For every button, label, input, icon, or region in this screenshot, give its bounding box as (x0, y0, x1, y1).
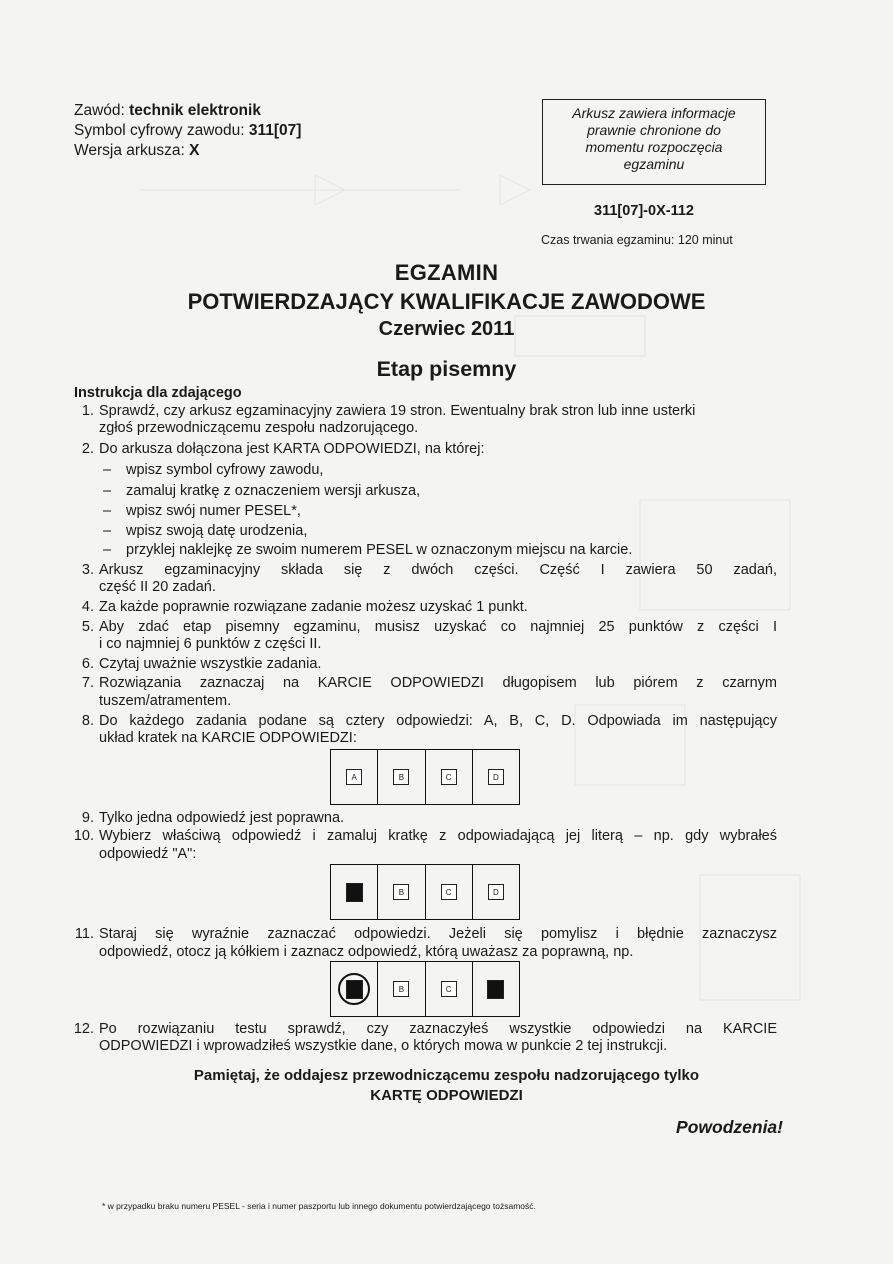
item-number: 6. (81, 656, 94, 672)
answer-cell-c (426, 750, 473, 804)
title-line-4: Etap pisemny (376, 357, 517, 381)
occupation-label: Zawód: (74, 102, 130, 119)
symbol-line (74, 121, 301, 141)
answer-cell-a (331, 865, 378, 919)
item-number: 8. (81, 713, 94, 729)
item-number: 3. (81, 562, 94, 578)
answer-box-a: A (346, 769, 362, 785)
occupation-line (74, 101, 301, 121)
item-number: 11. (74, 926, 94, 942)
answer-cell-a (331, 750, 378, 804)
answer-cell-b (378, 962, 425, 1016)
instructions-title: Instrukcja dla zdającego (74, 385, 242, 401)
confidential-notice-box (542, 99, 766, 185)
answer-grid-example-empty (330, 749, 520, 805)
bullet-3: wpisz swój numer PESEL*, (126, 503, 301, 519)
item-11-line-2: odpowiedź, otocz ją kółkiem i zaznacz odpowiedź, którą uważasz za poprawną, np. (99, 944, 634, 960)
title-line-1: EGZAMIN (394, 260, 499, 285)
version-label: Wersja arkusza: (74, 142, 190, 159)
item-number: 1. (81, 403, 94, 419)
answer-box-a-filled: A (346, 980, 363, 999)
item-number: 10. (73, 828, 94, 844)
answer-cell-b (378, 750, 425, 804)
item-1-line-2: zgłoś przewodniczącemu zespołu nadzorującego. (99, 420, 419, 436)
answer-cell-b (378, 865, 425, 919)
item-11-line-1: Staraj się wyraźnie zaznaczać odpowiedzi. Jeżeli się pomylisz i błędnie zaznaczysz (99, 926, 777, 942)
item-1-line-1: Sprawdź, czy arkusz egzaminacyjny zawiera 19 stron. Ewentualny brak stron lub inne usterki (99, 403, 696, 419)
bullet-5: przyklej naklejkę ze swoim numerem PESEL w oznaczonym miejscu na karcie. (126, 542, 633, 558)
exam-duration: Czas trwania egzaminu: 120 minut (541, 233, 733, 247)
reminder-line-2: KARTĘ ODPOWIEDZI (370, 1087, 523, 1104)
item-number: 7. (81, 675, 94, 691)
answer-cell-d (473, 865, 519, 919)
item-10-line-1: Wybierz właściwą odpowiedź i zamaluj kratkę z odpowiadającą jej literą – np. gdy wybrałeś (99, 828, 777, 844)
item-7-line-1: Rozwiązania zaznaczaj na KARCIE ODPOWIEDZI długopisem lub piórem z czarnym (99, 675, 777, 691)
answer-box-d: D (488, 769, 504, 785)
item-3-line-2: część II 20 zadań. (99, 579, 216, 595)
answer-box-c: C (441, 981, 457, 997)
exam-header-info (74, 101, 301, 161)
item-10-line-2: odpowiedź "A": (99, 846, 197, 862)
answer-cell-d (473, 750, 519, 804)
item-3-line-1: Arkusz egzaminacyjny składa się z dwóch części. Część I zawiera 50 zadań, (99, 562, 777, 578)
item-5-line-1: Aby zdać etap pisemny egzaminu, musisz uzyskać co najmniej 25 punktów z części I (99, 619, 777, 635)
symbol-value: 311[07] (248, 122, 302, 139)
item-12-line-2: ODPOWIEDZI i wprowadziłeś wszystkie dane, o których mowa w punkcie 2 tej instrukcji. (99, 1038, 668, 1054)
answer-grid-example-marked (330, 864, 520, 920)
reminder-line-1: Pamiętaj, że oddajesz przewodniczącemu zespołu nadzorującego tylko (193, 1067, 700, 1084)
version-line (74, 141, 301, 161)
answer-box-b: B (393, 981, 409, 997)
title-line-2: POTWIERDZAJĄCY KWALIFIKACJE ZAWODOWE (187, 289, 706, 314)
item-5-line-2: i co najmniej 6 punktów z części II. (99, 636, 322, 652)
answer-box-d: D (488, 884, 504, 900)
title-line-3: Czerwiec 2011 (378, 318, 515, 340)
item-2-line-1: Do arkusza dołączona jest KARTA ODPOWIEDZI, na której: (99, 441, 485, 457)
bullet-4: wpisz swoją datę urodzenia, (126, 523, 308, 539)
notice-line-3: momentu rozpoczęcia (585, 139, 723, 155)
answer-box-b: B (393, 769, 409, 785)
item-number: 5. (81, 619, 94, 635)
item-6-line-1: Czytaj uważnie wszystkie zadania. (99, 656, 322, 672)
answer-cell-c (426, 865, 473, 919)
notice-line-2: prawnie chronione do (587, 122, 721, 138)
bullet-dash: – (103, 503, 112, 519)
exam-code: 311[07]-0X-112 (594, 203, 694, 219)
submission-reminder (0, 1066, 893, 1106)
pesel-footnote: * w przypadku braku numeru PESEL - seria i numer paszportu lub innego dokumentu potwierdzającego tożsamość. (102, 1201, 536, 1211)
item-4-line-1: Za każde poprawnie rozwiązane zadanie możesz uzyskać 1 punkt. (99, 599, 528, 615)
answer-grid-example-corrected (330, 961, 520, 1017)
item-number: 12. (73, 1021, 94, 1037)
item-8-line-2: układ kratek na KARCIE ODPOWIEDZI: (99, 730, 357, 746)
answer-box-b: B (393, 884, 409, 900)
answer-box-c: C (441, 769, 457, 785)
item-8-line-1: Do każdego zadania podane są cztery odpowiedzi: A, B, C, D. Odpowiada im następujący (99, 713, 777, 729)
item-9-line-1: Tylko jedna odpowiedź jest poprawna. (99, 810, 345, 826)
bullet-2: zamaluj kratkę z oznaczeniem wersji arkusza, (126, 483, 421, 499)
bullet-dash: – (103, 483, 112, 499)
bullet-dash: – (103, 523, 112, 539)
answer-box-c: C (441, 884, 457, 900)
answer-box-d-filled: D (487, 980, 504, 999)
notice-line-1: Arkusz zawiera informacje (572, 105, 736, 121)
item-number: 2. (81, 441, 94, 457)
symbol-label: Symbol cyfrowy zawodu: (74, 122, 249, 139)
bullet-dash: – (103, 542, 112, 558)
answer-cell-a (331, 962, 378, 1016)
bullet-dash: – (103, 462, 112, 478)
item-number: 9. (81, 810, 94, 826)
bullet-1: wpisz symbol cyfrowy zawodu, (126, 462, 324, 478)
item-12-line-1: Po rozwiązaniu testu sprawdź, czy zaznaczyłeś wszystkie odpowiedzi na KARCIE (99, 1021, 777, 1037)
correction-circle (338, 973, 370, 1005)
occupation-value: technik elektronik (129, 102, 261, 119)
item-number: 4. (81, 599, 94, 615)
answer-cell-d (473, 962, 519, 1016)
good-luck-message: Powodzenia! (676, 1117, 783, 1137)
notice-line-4: egzaminu (623, 156, 685, 172)
answer-box-a-filled: A (346, 883, 363, 902)
answer-cell-c (426, 962, 473, 1016)
item-7-line-2: tuszem/atramentem. (99, 693, 232, 709)
version-value: X (189, 142, 200, 159)
